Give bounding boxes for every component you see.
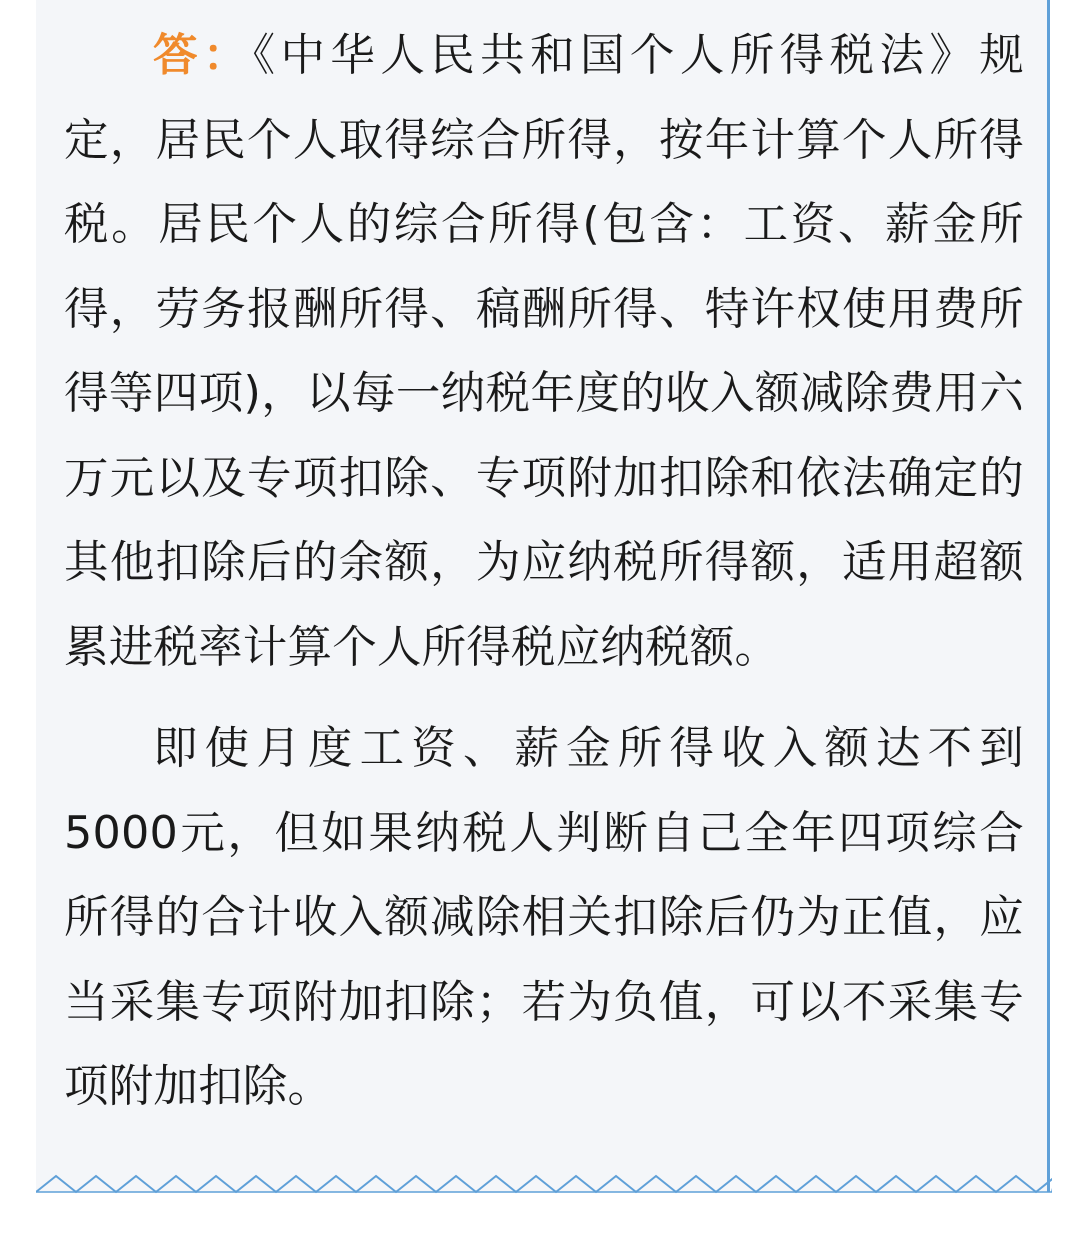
answer-paragraph-1-text: 《中华人民共和国个人所得税法》规定，居民个人取得综合所得，按年计算个人所得税。居民个人的综合所得(包含：工资、薪金所得，劳务报酬所得、稿酬所得、特许权使用费所得等四项)，以每一纳税年度的收入额减除费用六万元以及专项扣除、专项附加扣除和依法确定的其他扣除后的余额，为应纳税所得额，适用超额累进税率计算个人所得税应纳税额。 <box>64 30 1025 673</box>
answer-paragraph-1 <box>64 14 1024 690</box>
zigzag-border <box>36 1168 1052 1198</box>
answer-paragraph-2: 即使月度工资、薪金所得收入额达不到5000元，但如果纳税人判断自己全年四项综合所得的合计收入额减除相关扣除后仍为正值，应当采集专项附加扣除；若为负值，可以不采集专项附加扣除。 <box>64 723 1024 1112</box>
answer-label: 答： <box>153 30 253 81</box>
answer-text <box>64 14 1024 1130</box>
